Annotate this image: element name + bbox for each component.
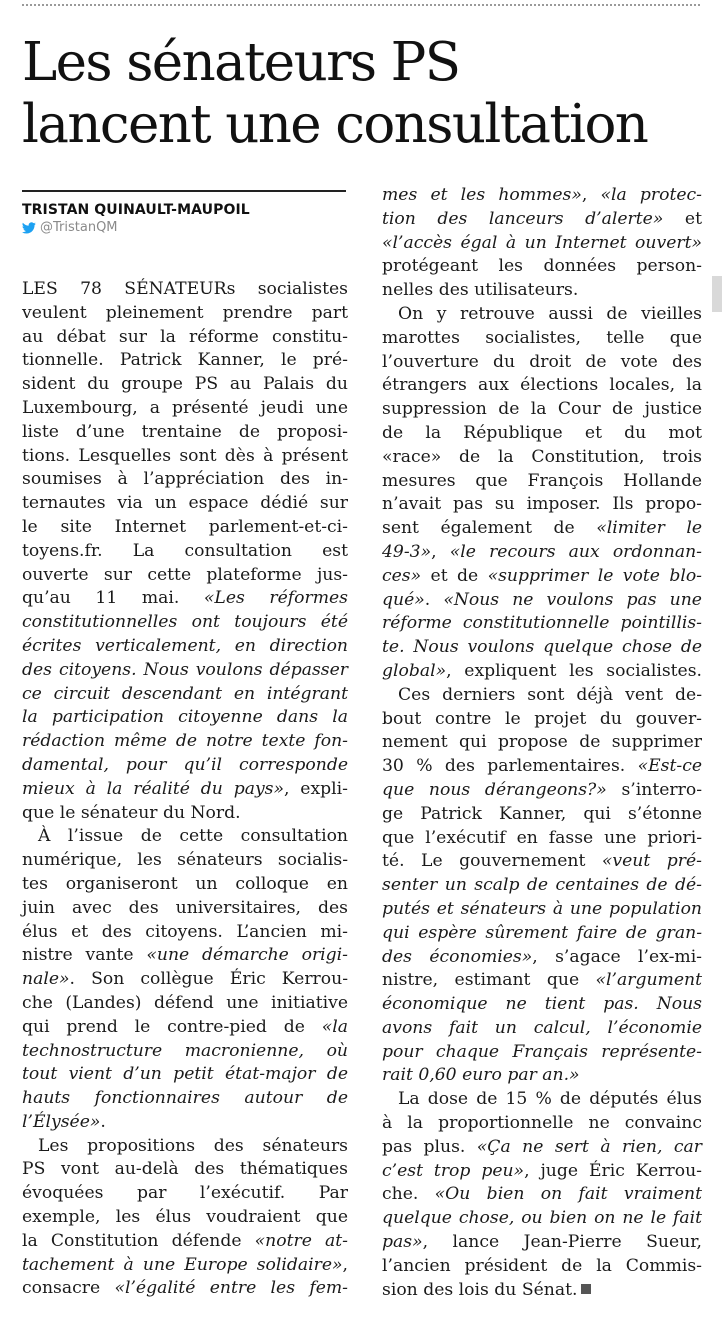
text-line: tout vient d’un petit état-major de	[22, 1064, 348, 1085]
text-line: pas plus. «Ça ne sert à rien, car	[382, 1136, 702, 1157]
text-line: ge Patrick Kanner, qui s’étonne	[382, 803, 702, 824]
text-line: consacre «l’égalité entre les fem-	[22, 1278, 348, 1299]
text-line: c’est trop peu», juge Éric Kerrou-	[382, 1160, 702, 1181]
text-line: bout contre le projet du gouver-	[382, 708, 702, 729]
page-edge-mark	[712, 276, 722, 312]
text-line: numérique, les sénateurs socialis-	[22, 850, 348, 871]
text-line: le site Internet parlement-et-ci-	[22, 516, 348, 537]
text-line: On y retrouve aussi de vieilles	[398, 303, 702, 324]
text-line: Luxembourg, a présenté jeudi une	[22, 397, 348, 418]
text-line: qué». «Nous ne voulons pas une	[382, 589, 702, 610]
text-line: nistre, estimant que «l’argument	[382, 970, 702, 991]
text-line: PS vont au-delà des thématiques	[22, 1159, 348, 1180]
text-line: rait 0,60 euro par an.»	[382, 1065, 580, 1086]
text-line: exemple, les élus voudraient que	[22, 1207, 348, 1228]
text-line: hauts fonctionnaires autour de	[22, 1088, 348, 1109]
text-line: écrites verticalement, en direction	[22, 635, 348, 656]
text-line: que le sénateur du Nord.	[22, 802, 241, 823]
text-line: technostructure macronienne, où	[22, 1040, 348, 1061]
headline	[22, 32, 712, 156]
text-line: tions. Lesquelles sont dès à présent	[22, 445, 348, 466]
text-line: évoquées par l’exécutif. Par	[22, 1183, 348, 1204]
text-line: tachement à une Europe solidaire»,	[22, 1254, 348, 1275]
text-line: rédaction même de notre texte fon-	[22, 731, 348, 752]
text-line: 30 % des parlementaires. «Est-ce	[382, 756, 702, 777]
text-line: juin avec des universitaires, des	[22, 897, 348, 918]
text-line: l’Élysée».	[22, 1111, 106, 1132]
text-line: ce circuit descendant en intégrant	[22, 683, 348, 704]
text-line: 49-3», «le recours aux ordonnan-	[382, 541, 702, 562]
text-line: l’ouverture du droit de vote des	[382, 351, 702, 372]
text-line: pour chaque Français représente-	[382, 1041, 702, 1062]
text-line: sent également de «limiter le	[382, 518, 702, 539]
text-line: che. «Ou bien on fait vraiment	[382, 1184, 702, 1205]
text-line: réforme constitutionnelle pointillis-	[382, 613, 702, 634]
text-line: la Constitution défende «notre at-	[22, 1230, 348, 1251]
text-line: protégeant les données person-	[382, 256, 702, 277]
text-line: toyens.fr. La consultation est	[22, 540, 348, 561]
text-line: quelque chose, ou bien on ne le fait	[382, 1208, 702, 1229]
text-line: Ces derniers sont déjà vent de-	[398, 684, 702, 705]
text-line: putés et sénateurs à une population	[382, 898, 702, 919]
text-line: soumises à l’appréciation des in-	[22, 469, 348, 490]
twitter-handle-row[interactable]	[22, 220, 118, 235]
text-line: tion des lanceurs d’alerte» et	[382, 208, 702, 229]
text-line: de la République et du mot	[382, 422, 702, 443]
text-line: sion des lois du Sénat.	[382, 1279, 702, 1303]
text-line: étrangers aux élections locales, la	[382, 375, 702, 396]
text-line: nelles des utilisateurs.	[382, 280, 579, 301]
headline-line: lancent une consultation	[22, 94, 648, 155]
text-line: économique ne tient pas. Nous	[382, 994, 702, 1015]
text-line: ternautes via un espace dédié sur	[22, 493, 348, 514]
article-column-left	[22, 278, 348, 1301]
text-line: senter un scalp de centaines de dé-	[382, 875, 702, 896]
text-line: te. Nous voulons quelque chose de	[382, 637, 702, 658]
text-line: avons fait un calcul, l’économie	[382, 1017, 702, 1038]
text-line: liste d’une trentaine de proposi-	[22, 421, 348, 442]
text-line: que l’exécutif en fasse une priori-	[382, 827, 702, 848]
text-line: au débat sur la réforme constitu-	[22, 326, 348, 347]
byline-rule	[22, 190, 346, 192]
text-line: pas», lance Jean-Pierre Sueur,	[382, 1232, 702, 1253]
top-dotted-rule	[22, 4, 700, 6]
text-line: nement qui propose de supprimer	[382, 732, 702, 753]
text-line: sident du groupe PS au Palais du	[22, 374, 348, 395]
article-column-right	[382, 184, 702, 1302]
text-line: nale». Son collègue Éric Kerrou-	[22, 969, 348, 990]
text-line: à la proportionnelle ne convainc	[382, 1113, 702, 1134]
end-of-article-mark	[581, 1284, 591, 1294]
text-line: qu’au 11 mai. «Les réformes	[22, 588, 348, 609]
text-line: global», expliquent les socialistes.	[382, 660, 702, 681]
text-line: ouverte sur cette plateforme jus-	[22, 564, 348, 585]
author-name: TRISTAN QUINAULT-MAUPOIL	[22, 202, 250, 218]
text-line: «l’accès égal à un Internet ouvert»	[382, 232, 702, 253]
text-line: tes organiseront un colloque en	[22, 873, 348, 894]
text-line: che (Landes) défend une initiative	[22, 992, 348, 1013]
text-line: «race» de la Constitution, trois	[382, 446, 702, 467]
text-line: À l’issue de cette consultation	[38, 826, 348, 847]
text-line: marottes socialistes, telle que	[382, 327, 702, 348]
text-line: des économies», s’agace l’ex-mi-	[382, 946, 702, 967]
twitter-bird-icon	[22, 222, 36, 234]
text-line: que nous dérangeons?» s’interro-	[382, 779, 703, 800]
text-line: Les propositions des sénateurs	[38, 1135, 348, 1156]
headline-line: Les sénateurs PS	[22, 32, 460, 93]
text-line: mes et les hommes», «la protec-	[382, 185, 702, 205]
text-line: la participation citoyenne dans la	[22, 707, 348, 728]
text-line: qui espère sûrement faire de gran-	[382, 922, 702, 943]
twitter-handle: @TristanQM	[40, 220, 118, 235]
text-line: ces» et de «supprimer le vote blo-	[382, 565, 702, 586]
text-line: tionnelle. Patrick Kanner, le pré-	[22, 350, 348, 371]
text-line: nistre vante «une démarche origi-	[22, 945, 348, 966]
text-line: mieux à la réalité du pays», expli-	[22, 778, 348, 799]
text-line: La dose de 15 % de députés élus	[398, 1089, 702, 1110]
text-line: l’ancien président de la Commis-	[382, 1255, 702, 1276]
text-line: veulent pleinement prendre part	[22, 302, 348, 323]
text-line: élus et des citoyens. L’ancien mi-	[22, 921, 348, 942]
text-line: damental, pour qu’il corresponde	[22, 754, 348, 775]
text-line: n’avait pas su imposer. Ils propo-	[382, 494, 702, 515]
text-line: té. Le gouvernement «veut pré-	[382, 851, 702, 872]
text-line: des citoyens. Nous voulons dépasser	[22, 659, 348, 680]
text-line: LES 78 SÉNATEURs socialistes	[22, 279, 348, 299]
text-line: mesures que François Hollande	[382, 470, 702, 491]
text-line: suppression de la Cour de justice	[382, 399, 702, 420]
text-line: qui prend le contre-pied de «la	[22, 1016, 348, 1037]
text-line: constitutionnelles ont toujours été	[22, 612, 348, 633]
